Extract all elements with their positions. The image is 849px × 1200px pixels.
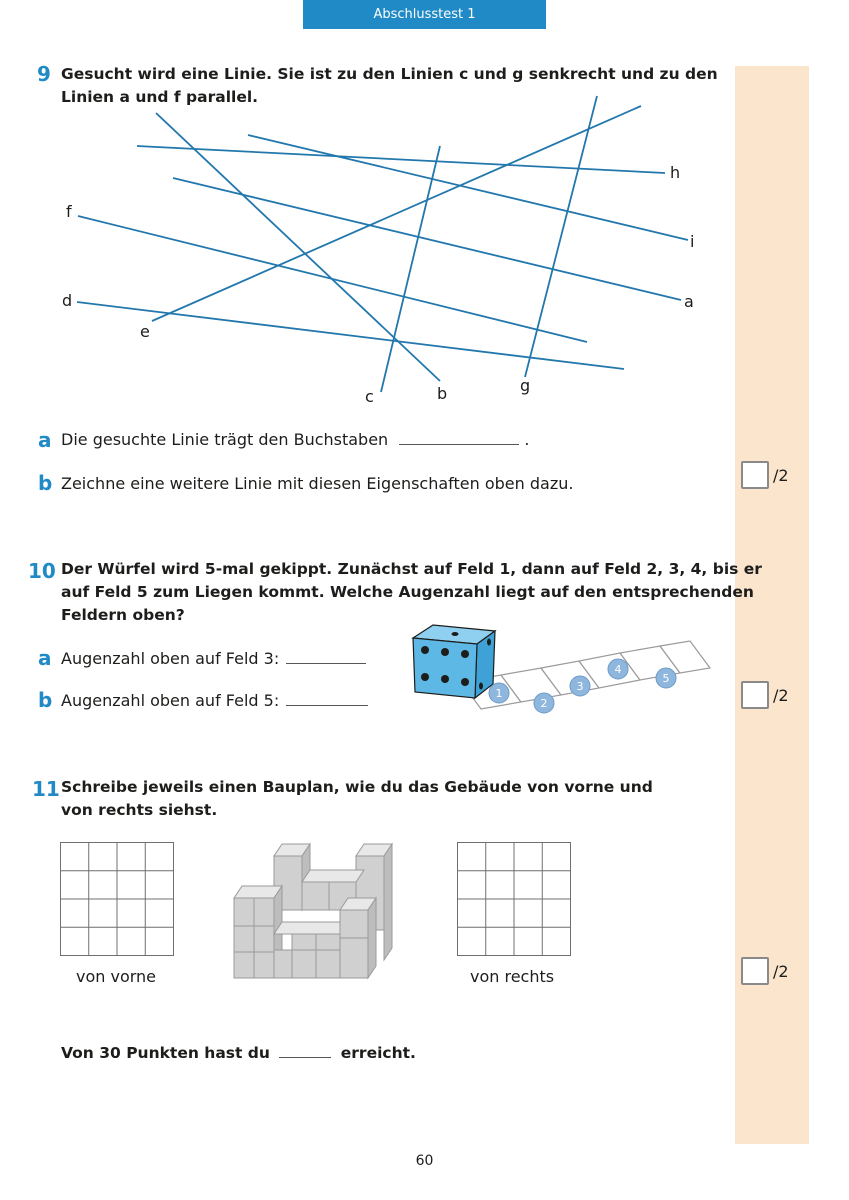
task-9-sub-a-text: Die gesuchte Linie trägt den Buchstaben xyxy=(61,430,389,449)
field-number-1: 1 xyxy=(495,687,503,700)
task-10-sub-a-text: Augenzahl oben auf Feld 3: xyxy=(61,649,280,668)
task-10-sub-b xyxy=(61,691,368,710)
score-box-11 xyxy=(741,957,789,985)
task-9-sub-a-end: . xyxy=(524,430,530,449)
label-h: h xyxy=(670,163,681,182)
grid-right[interactable] xyxy=(457,842,573,958)
field-number-4: 4 xyxy=(614,663,622,676)
label-b: b xyxy=(437,384,448,403)
page-number: 60 xyxy=(415,1153,434,1169)
result-before: Von 30 Punkten hast du xyxy=(61,1044,270,1062)
score-input-10[interactable] xyxy=(741,681,769,709)
line-i xyxy=(248,135,688,240)
task-9-sub-b-text: Zeichne eine weitere Linie mit diesen Eigenschaften oben dazu. xyxy=(61,474,574,493)
field-number-5: 5 xyxy=(662,672,670,685)
label-d: d xyxy=(62,291,73,310)
task-9-sub-b-letter: b xyxy=(38,471,53,495)
field-number-2: 2 xyxy=(540,697,548,710)
score-box-9 xyxy=(741,461,789,489)
score-label-9: /2 xyxy=(773,465,789,485)
score-input-9[interactable] xyxy=(741,461,769,489)
task-10-sub-a xyxy=(61,649,366,668)
task-10-sub-a-letter: a xyxy=(38,646,52,670)
task-9-number: 9 xyxy=(37,62,51,86)
label-f: f xyxy=(66,202,72,221)
dice-path-illustration xyxy=(405,620,715,720)
label-a: a xyxy=(684,292,694,311)
task-11-text xyxy=(61,776,653,822)
result-points-blank[interactable] xyxy=(279,1057,331,1058)
task-11-number: 11 xyxy=(32,777,60,801)
answer-blank-10b[interactable] xyxy=(286,705,368,706)
answer-blank-10a[interactable] xyxy=(286,663,366,664)
score-label-11: /2 xyxy=(773,961,789,981)
task-9-text-line1: Gesucht wird eine Linie. Sie ist zu den Linien c und g senkrecht und zu den xyxy=(61,65,718,83)
task-11-text-line1: Schreibe jeweils einen Bauplan, wie du das Gebäude von vorne und xyxy=(61,778,653,796)
task-10-text-line2: auf Feld 5 zum Liegen kommt. Welche Augenzahl liegt auf den entsprechenden xyxy=(61,583,754,601)
caption-front: von vorne xyxy=(76,967,157,986)
score-label-10: /2 xyxy=(773,685,789,705)
label-e: e xyxy=(140,322,150,341)
task-10-sub-b-text: Augenzahl oben auf Feld 5: xyxy=(61,691,280,710)
line-diagram xyxy=(0,0,849,420)
task-9-sub-a-letter: a xyxy=(38,428,52,452)
task-9-sub-a xyxy=(61,430,529,449)
header-title: Abschlusstest 1 xyxy=(373,7,476,22)
task-10-text xyxy=(61,558,762,627)
score-input-11[interactable] xyxy=(741,957,769,985)
score-box-10 xyxy=(741,681,789,709)
task-9-text-line2: Linien a und f parallel. xyxy=(61,88,259,106)
label-c: c xyxy=(365,387,374,406)
line-c xyxy=(381,146,440,392)
label-g: g xyxy=(520,376,531,395)
building-illustration xyxy=(228,838,400,980)
label-i: i xyxy=(690,232,695,251)
task-11-text-line2: von rechts siehst. xyxy=(61,801,218,819)
task-10-text-line3: Feldern oben? xyxy=(61,606,185,624)
result-line xyxy=(61,1044,416,1062)
field-number-3: 3 xyxy=(576,680,584,693)
answer-blank-9a[interactable] xyxy=(399,444,519,445)
caption-right: von rechts xyxy=(470,967,555,986)
line-b xyxy=(156,113,440,381)
task-10-number: 10 xyxy=(28,559,56,583)
task-10-sub-b-letter: b xyxy=(38,688,53,712)
grid-front[interactable] xyxy=(60,842,176,958)
task-10-text-line1: Der Würfel wird 5-mal gekippt. Zunächst auf Feld 1, dann auf Feld 2, 3, 4, bis er xyxy=(61,560,762,578)
result-after: erreicht. xyxy=(340,1044,416,1062)
line-a xyxy=(173,178,681,300)
